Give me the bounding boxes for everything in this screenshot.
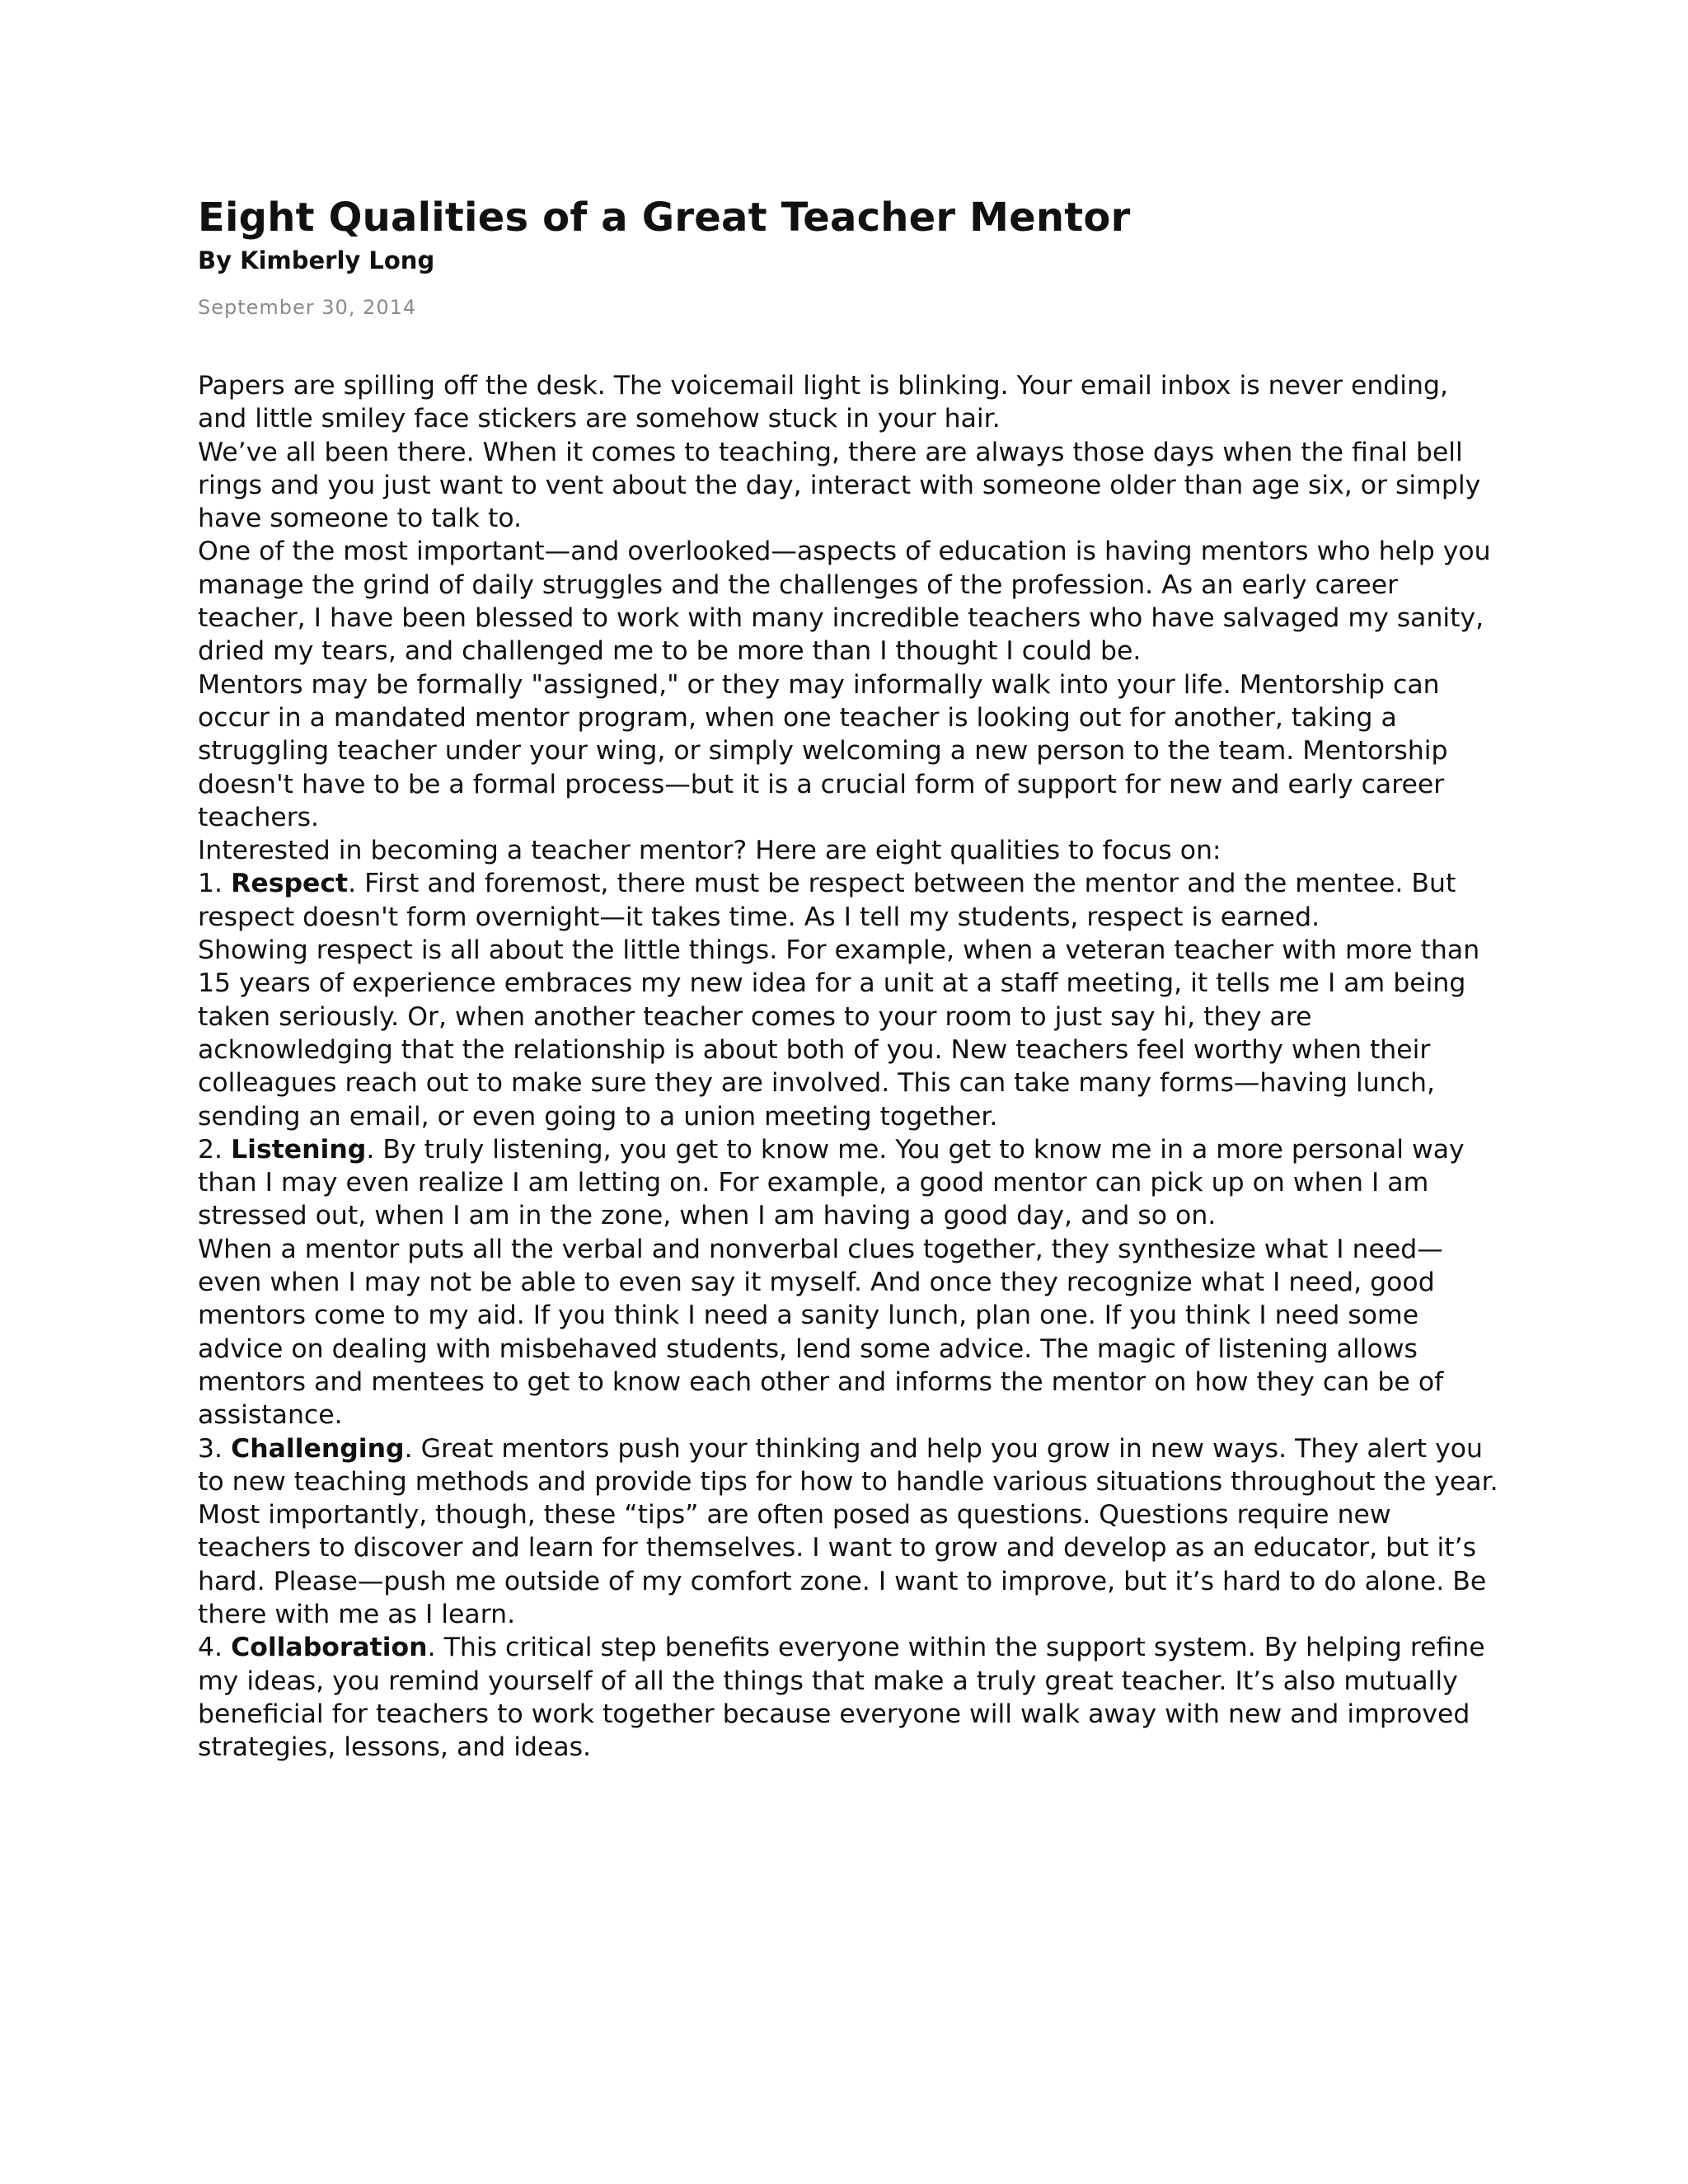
quality-challenging	[198, 1432, 1500, 1499]
quality-collaboration	[198, 1631, 1500, 1764]
article-title: Eight Qualities of a Great Teacher Mentor	[198, 194, 1131, 241]
paragraph	[198, 369, 1500, 436]
quality-number: 3.	[198, 1433, 232, 1464]
paragraph	[198, 834, 1500, 867]
paragraph	[198, 1498, 1500, 1631]
paragraph	[198, 436, 1500, 536]
paragraph	[198, 535, 1500, 668]
paragraph-text: Showing respect is all about the little things. For example, when a veteran teacher with more than 15 years of experience embraces my new idea for a unit at a staff meeting, it tells me I am being taken seriously. Or, when another teacher comes to your room to just say hi, they are acknowledging that the relationship is about both of you. New teachers feel worthy when their colleagues reach out to make sure they are involved. This can take many forms—having lunch, sending an email, or even going to a union meeting together.	[198, 935, 1480, 1132]
paragraph-text: When a mentor puts all the verbal and nonverbal clues together, they synthesize what I need—even when I may not be able to even say it myself. And once they recognize what I need, good mentors come to my aid. If you think I need a sanity lunch, plan one. If you think I need some advice on dealing with misbehaved students, lend some advice. The magic of listening allows mentors and mentees to get to know each other and informs the mentor on how they can be of assistance.	[198, 1234, 1444, 1431]
article-date: September 30, 2014	[198, 296, 417, 319]
paragraph-text: We’ve all been there. When it comes to teaching, there are always those days when the final bell rings and you just want to vent about the day, interact with someone older than age six, or simply have someone to talk to.	[198, 437, 1481, 534]
quality-respect	[198, 867, 1500, 934]
quality-heading: Challenging	[231, 1433, 405, 1464]
paragraph-text: . First and foremost, there must be respect between the mentor and the mentee. But respect doesn't form overnight—it takes time. As I tell my students, respect is earned.	[198, 869, 1456, 932]
article	[198, 191, 1500, 1764]
paragraph-text: Papers are spilling off the desk. The voicemail light is blinking. Your email inbox is never ending, and little smiley face stickers are somehow stuck in your hair.	[198, 371, 1449, 434]
paragraph	[198, 934, 1500, 1133]
paragraph	[198, 1233, 1500, 1432]
paragraph-text: . Great mentors push your thinking and help you grow in new ways. They alert you to new teaching methods and provide tips for how to handle various situations throughout the year.	[198, 1433, 1498, 1497]
quality-heading: Listening	[231, 1134, 367, 1165]
quality-number: 1.	[198, 869, 232, 899]
paragraph	[198, 668, 1500, 834]
quality-heading: Respect	[231, 869, 349, 899]
paragraph-text: . By truly listening, you get to know me. You get to know me in a more personal way than I may even realize I am letting on. For example, a good mentor can pick up on when I am stressed out, when I am in the zone, when I am having a good day, and so on.	[198, 1134, 1465, 1231]
article-byline: By Kimberly Long	[198, 246, 435, 274]
quality-number: 4.	[198, 1633, 232, 1663]
article-body	[198, 369, 1500, 1764]
paragraph-text: One of the most important—and overlooked—aspects of education is having mentors who help you manage the grind of daily struggles and the challenges of the profession. As an early career teacher, I have been blessed to work with many incredible teachers who have salvaged my sanity, dried my tears, and challenged me to be more than I thought I could be.	[198, 537, 1491, 667]
paragraph-text: Interested in becoming a teacher mentor? Here are eight qualities to focus on:	[198, 836, 1221, 866]
paragraph-text: Mentors may be formally "assigned," or they may informally walk into your life. Mentorship can occur in a mandated mentor program, when one teacher is looking out for another, taking a struggling teacher under your wing, or simply welcoming a new person to the team. Mentorship doesn't have to be a formal process—but it is a crucial form of support for new and early career teachers.	[198, 669, 1448, 832]
quality-listening	[198, 1133, 1500, 1233]
quality-heading: Collaboration	[231, 1633, 428, 1663]
paragraph-text: . This critical step benefits everyone within the support system. By helping refine my ideas, you remind yourself of all the things that make a truly great teacher. It’s also mutually beneficial for teachers to work together because everyone will walk away with new and improved strategies, lessons, and ideas.	[198, 1633, 1485, 1763]
paragraph-text: Most importantly, though, these “tips” are often posed as questions. Questions require new teachers to discover and learn for themselves. I want to grow and develop as an educator, but it’s hard. Please—push me outside of my comfort zone. I want to improve, but it’s hard to do alone. Be there with me as I learn.	[198, 1500, 1487, 1629]
quality-number: 2.	[198, 1134, 232, 1165]
